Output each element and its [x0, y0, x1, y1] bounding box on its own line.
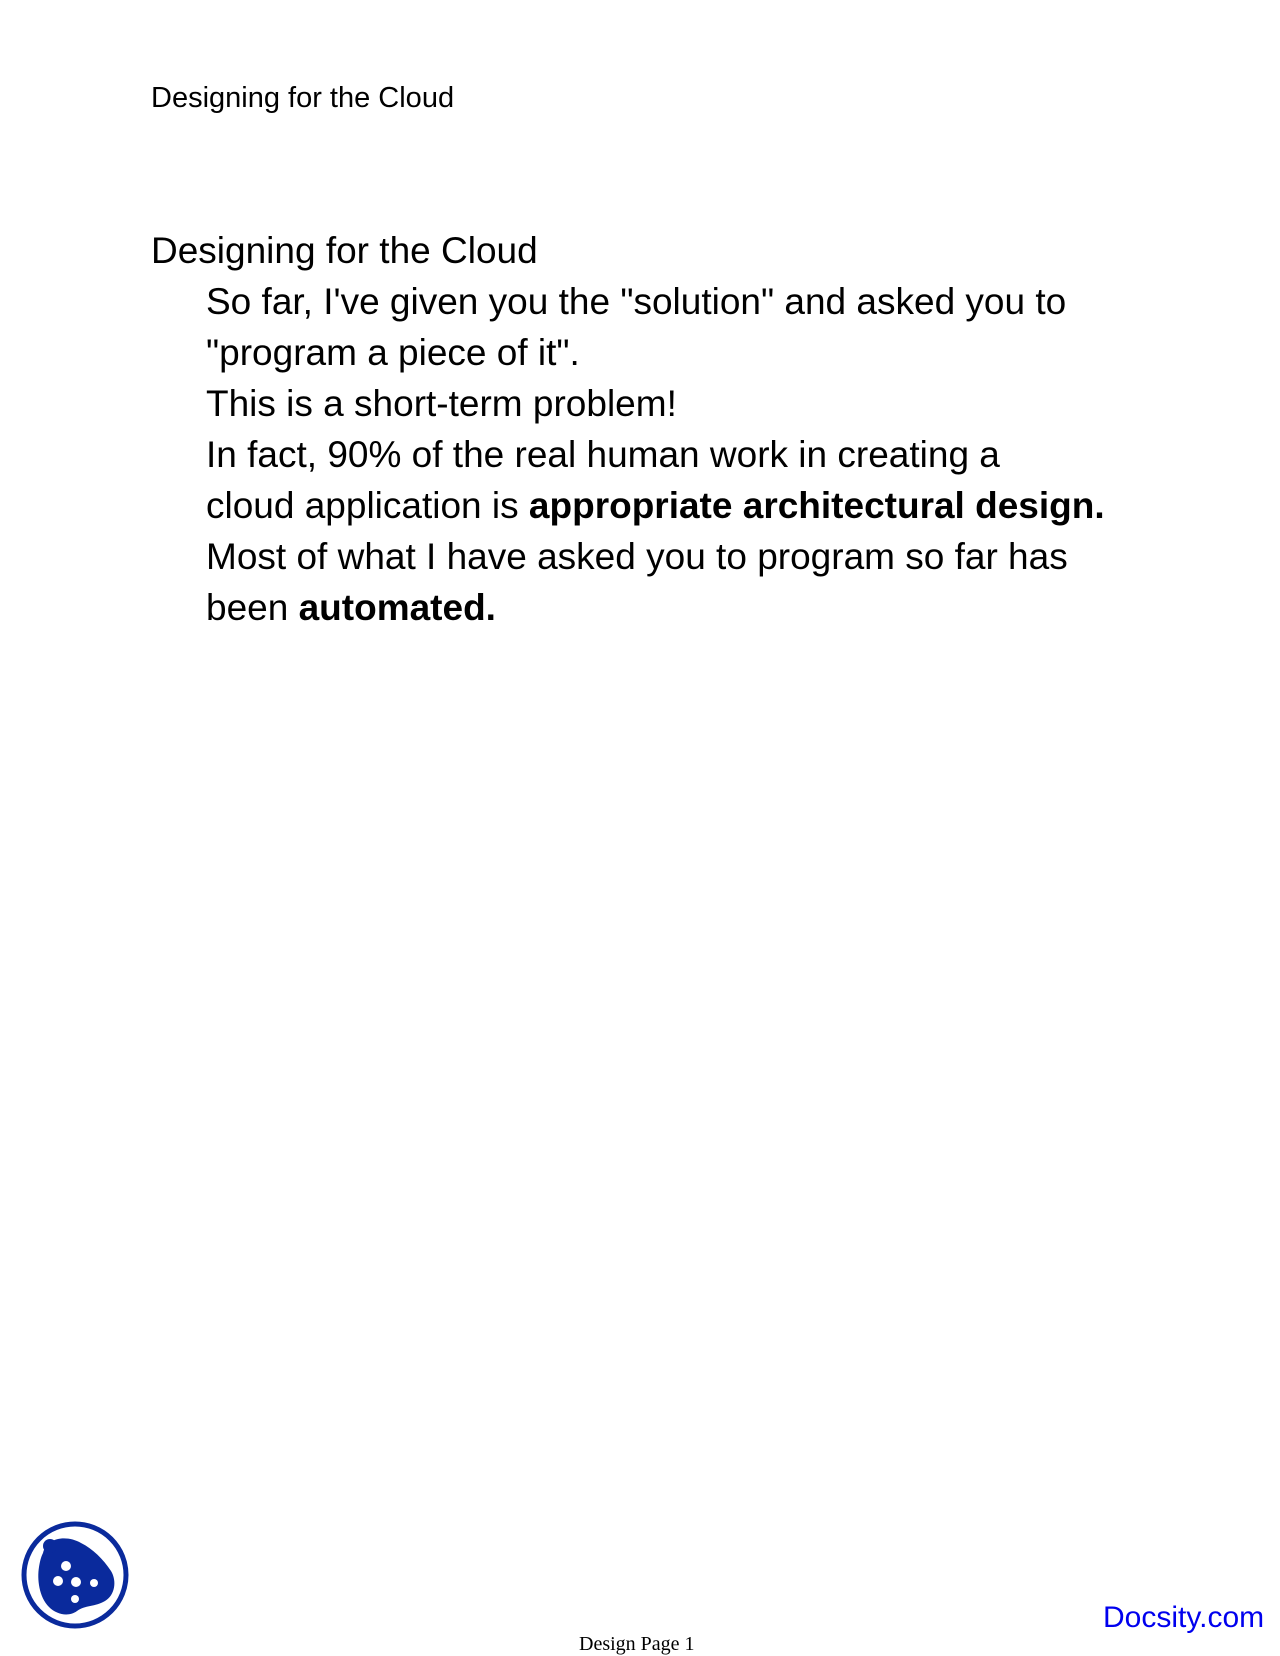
body-line: In fact, 90% of the real human work in creating a — [206, 434, 1000, 475]
body-line — [206, 582, 1151, 633]
content-section — [151, 226, 1151, 633]
body-line-text: been — [206, 587, 299, 628]
body-line-text: cloud application is — [206, 485, 529, 526]
body-line: Most of what I have asked you to program so far has — [206, 536, 1068, 577]
page-footer-label: Design Page 1 — [579, 1633, 695, 1655]
section-heading: Designing for the Cloud — [151, 230, 538, 271]
section-body — [206, 276, 1151, 633]
body-line — [206, 480, 1151, 531]
body-line-bold-text: automated. — [298, 587, 496, 628]
body-line: So far, I've given you the "solution" and asked you to — [206, 281, 1067, 322]
body-line: "program a piece of it". — [206, 332, 580, 373]
body-line: This is a short-term problem! — [206, 383, 677, 424]
page-header-title: Designing for the Cloud — [151, 82, 455, 114]
docsity-logo-icon — [19, 1519, 132, 1632]
body-line-bold-text: appropriate architectural design. — [528, 485, 1105, 526]
docsity-brand-link[interactable]: Docsity.com — [1103, 1601, 1265, 1634]
